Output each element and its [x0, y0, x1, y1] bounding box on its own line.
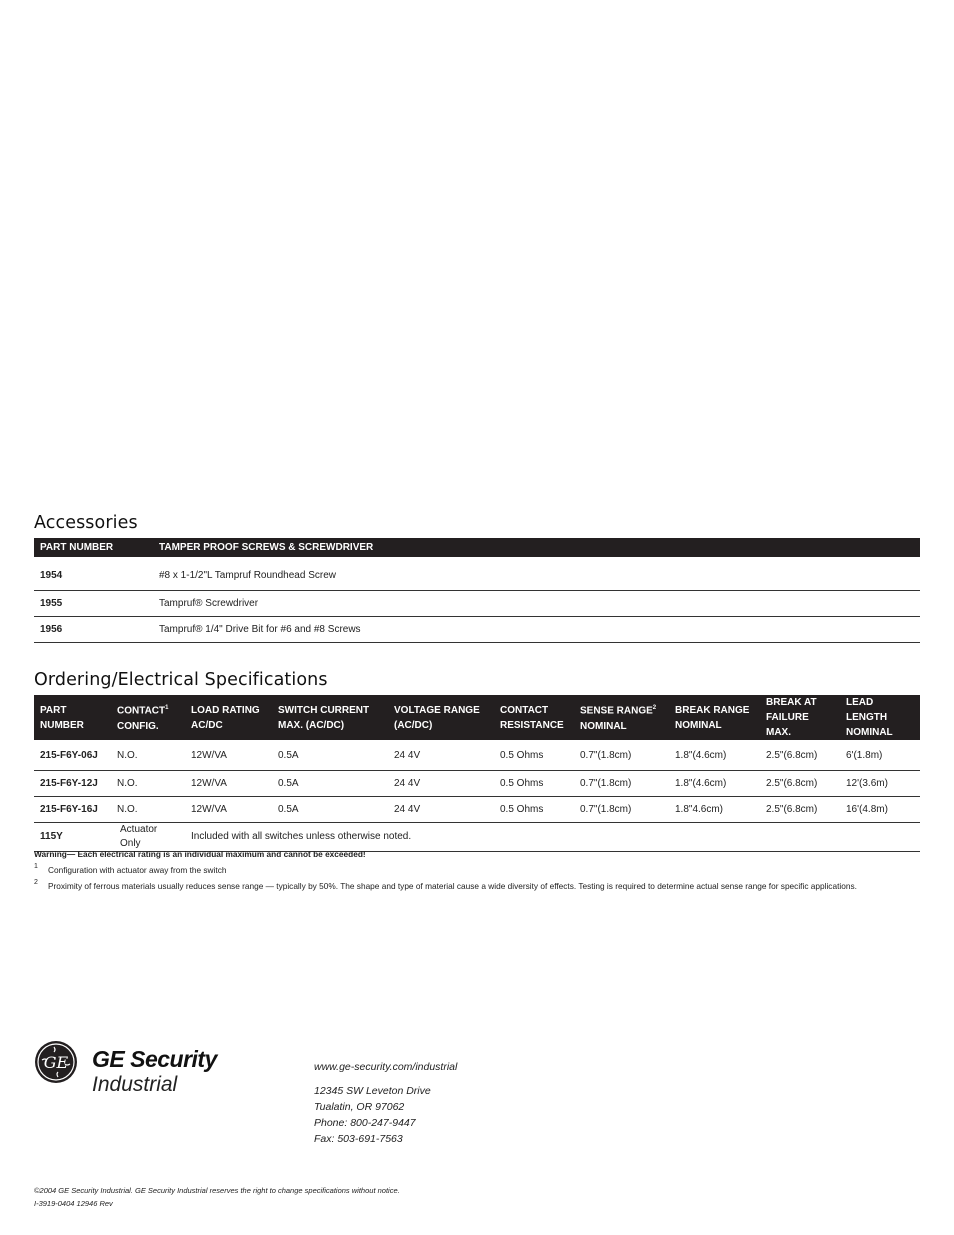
header-line: VOLTAGE RANGE [394, 704, 480, 716]
document-id: I-3919-0404 12946 Rev [34, 1199, 113, 1208]
table-header-row [34, 538, 920, 557]
table-cell: 12'(3.6m) [840, 771, 920, 797]
column-header [185, 695, 272, 740]
column-header [388, 695, 494, 740]
address-line: 12345 SW Leveton Drive [314, 1085, 431, 1097]
footnote [34, 862, 934, 878]
table-cell: 16'(4.8m) [840, 797, 920, 823]
footnote-number: 2 [34, 879, 38, 886]
header-line: SENSE RANGE [580, 705, 653, 717]
column-header [574, 695, 669, 740]
table-cell: 2.5"(6.8cm) [760, 797, 840, 823]
table-cell: 1.8"4.6cm) [669, 797, 760, 823]
table-row [34, 557, 920, 591]
table-cell: N.O. [111, 740, 185, 771]
part-number-cell: 215-F6Y-06J [34, 740, 111, 771]
table-cell: 24 4V [388, 740, 494, 771]
table-cell: N.O. [111, 771, 185, 797]
header-line: BREAK RANGE [675, 704, 750, 716]
table-cell: 2.5"(6.8cm) [760, 771, 840, 797]
header-line: CONTACT [117, 705, 166, 717]
footnote-text: Proximity of ferrous materials usually reduces sense range — typically by 50%. The shape and type of material cause a wide diversity of effects. Testing is required to determine actual sense range for specific applications. [48, 881, 857, 891]
header-line: (AC/DC) [394, 719, 433, 731]
footnote-marker: 2 [652, 705, 657, 712]
description-cell: #8 x 1-1/2"L Tampruf Roundhead Screw [153, 557, 920, 591]
part-number-cell: 215-F6Y-16J [34, 797, 111, 823]
header-line: CONFIG. [117, 720, 159, 732]
table-cell: 12W/VA [185, 740, 272, 771]
header-line: MAX. (AC/DC) [278, 719, 345, 731]
header-line: NUMBER [40, 719, 84, 731]
table-cell: 24 4V [388, 797, 494, 823]
header-line: FAILURE MAX. [766, 712, 809, 738]
column-header: TAMPER PROOF SCREWS & SCREWDRIVER [153, 538, 920, 557]
table-row [34, 591, 920, 617]
ge-monogram-logo-icon [34, 1040, 78, 1084]
table-cell: 6'(1.8m) [840, 740, 920, 771]
column-header [34, 695, 111, 740]
ordering-specs-table [34, 695, 920, 852]
footnote-text: Configuration with actuator away from the switch [48, 865, 227, 875]
description-cell: Tampruf® 1/4" Drive Bit for #6 and #8 Screws [153, 617, 920, 643]
header-line: NOMINAL [675, 719, 722, 731]
header-line: LEAD LENGTH [846, 697, 888, 723]
table-cell: 12W/VA [185, 797, 272, 823]
header-line: SWITCH CURRENT [278, 704, 370, 716]
column-header [669, 695, 760, 740]
table-cell: 0.5 Ohms [494, 771, 574, 797]
copyright-notice: ©2004 GE Security Industrial. GE Security Industrial reserves the right to change specifications without notice. [34, 1186, 400, 1195]
svg-text:GE: GE [43, 1053, 69, 1072]
accessories-title: Accessories [34, 513, 138, 533]
website-link[interactable]: www.ge-security.com/industrial [314, 1061, 458, 1073]
column-header [760, 695, 840, 740]
table-row [34, 617, 920, 643]
table-cell: 0.7"(1.8cm) [574, 771, 669, 797]
table-row [34, 740, 920, 771]
table-cell: 2.5"(6.8cm) [760, 740, 840, 771]
table-cell: 1.8"(4.6cm) [669, 740, 760, 771]
table-cell: 0.5A [272, 797, 388, 823]
table-header-row [34, 695, 920, 740]
header-line: AC/DC [191, 719, 223, 731]
header-line: CONTACT [500, 704, 549, 716]
brand-wordmark [92, 1048, 217, 1095]
table-cell: 0.7"(1.8cm) [574, 797, 669, 823]
address-line: Tualatin, OR 97062 [314, 1101, 405, 1113]
table-cell: N.O. [111, 797, 185, 823]
header-line: PART [40, 704, 67, 716]
legal-footer [34, 1184, 400, 1210]
footnote-number: 1 [34, 863, 38, 870]
table-cell: 24 4V [388, 771, 494, 797]
header-line: LOAD RATING [191, 704, 260, 716]
header-line: RESISTANCE [500, 719, 564, 731]
contact-block [314, 1059, 457, 1147]
table-cell: 12W/VA [185, 771, 272, 797]
table-cell: 0.5A [272, 740, 388, 771]
header-line: BREAK AT [766, 697, 817, 708]
column-header [111, 695, 185, 740]
fax-number: Fax: 503-691-7563 [314, 1133, 403, 1145]
column-header [840, 695, 920, 740]
table-cell: 1.8"(4.6cm) [669, 771, 760, 797]
column-header [494, 695, 574, 740]
table-row [34, 797, 920, 823]
table-cell: 0.5A [272, 771, 388, 797]
brand-name: GE Security [92, 1046, 217, 1072]
table-cell: Actuator Only [111, 823, 185, 852]
table-cell: 0.5 Ohms [494, 740, 574, 771]
part-number-cell: 215-F6Y-12J [34, 771, 111, 797]
column-header [272, 695, 388, 740]
table-row [34, 771, 920, 797]
column-header: PART NUMBER [34, 538, 153, 557]
footnote-marker: 1 [165, 705, 169, 712]
part-number-cell: 1954 [34, 557, 153, 591]
part-number-cell: 1955 [34, 591, 153, 617]
table-cell: 0.7"(1.8cm) [574, 740, 669, 771]
ordering-specs-title: Ordering/Electrical Specifications [34, 670, 328, 690]
brand-division: Industrial [92, 1073, 178, 1096]
header-line: NOMINAL [846, 727, 893, 738]
header-line: NOMINAL [580, 720, 627, 732]
table-cell: Included with all switches unless otherwise noted. [185, 823, 920, 852]
accessories-table [34, 538, 920, 643]
table-notes [34, 846, 934, 894]
phone-number: Phone: 800-247-9447 [314, 1117, 416, 1129]
warning-note: Warning— Each electrical rating is an individual maximum and cannot be exceeded! [34, 849, 366, 859]
footnote [34, 878, 934, 894]
description-cell: Tampruf® Screwdriver [153, 591, 920, 617]
table-cell: 0.5 Ohms [494, 797, 574, 823]
part-number-cell: 115Y [34, 823, 111, 852]
part-number-cell: 1956 [34, 617, 153, 643]
